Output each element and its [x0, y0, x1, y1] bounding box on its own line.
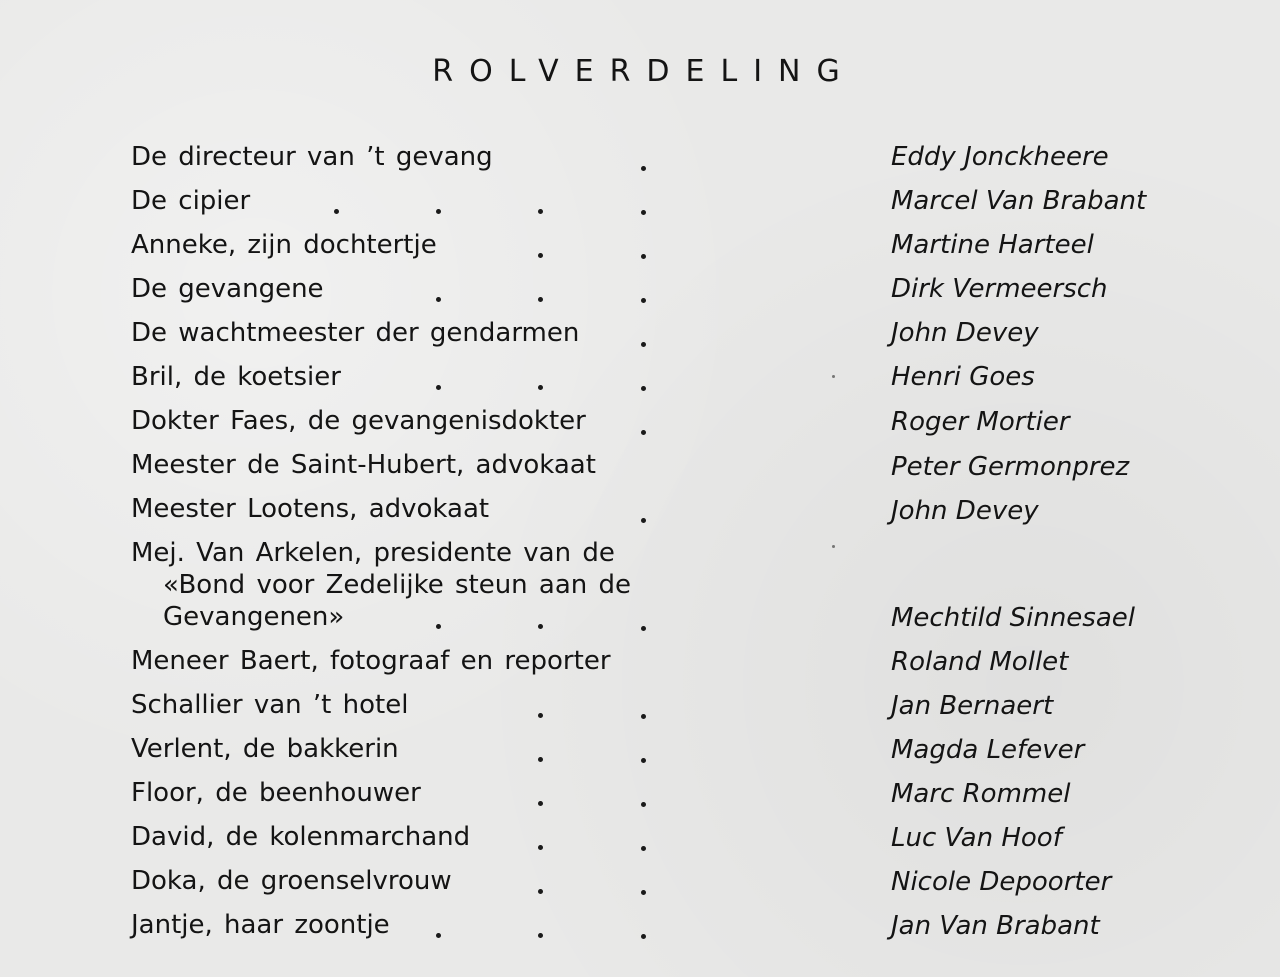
leader-dot	[641, 342, 646, 347]
scan-speck	[832, 375, 835, 378]
actor-name: Peter Germonprez	[891, 452, 1130, 482]
role-name: Anneke, zijn dochtertje	[131, 230, 437, 260]
role-name: Bril, de koetsier	[131, 362, 341, 392]
actor-name: Roland Mollet	[891, 647, 1069, 677]
role-name: Schallier van ’t hotel	[131, 690, 409, 720]
actor-name: Marcel Van Brabant	[891, 186, 1147, 216]
role-name: Verlent, de bakkerin	[131, 734, 399, 764]
leader-dot	[436, 297, 441, 302]
actor-name: Dirk Vermeersch	[891, 274, 1108, 304]
role-name: Meester de Saint-Hubert, advokaat	[131, 450, 596, 480]
role-name: Doka, de groenselvrouw	[131, 866, 452, 896]
role-name-continued: «Bond voor Zedelijke steun aan de	[163, 570, 632, 600]
role-name: Meester Lootens, advokaat	[131, 494, 490, 524]
leader-dot	[641, 802, 646, 807]
leader-dot	[641, 846, 646, 851]
leader-dot	[641, 166, 646, 171]
actor-name: Marc Rommel	[891, 779, 1071, 809]
role-name: De directeur van ’t gevang	[131, 142, 493, 172]
leader-dot	[641, 386, 646, 391]
role-name: Meneer Baert, fotograaf en reporter	[131, 646, 611, 676]
leader-dot	[538, 889, 543, 894]
leader-dot	[641, 890, 646, 895]
leader-dot	[641, 518, 646, 523]
leader-dot	[641, 934, 646, 939]
role-name: De gevangene	[131, 274, 324, 304]
leader-dot	[436, 209, 441, 214]
leader-dot	[334, 209, 339, 214]
leader-dot	[641, 714, 646, 719]
leader-dot	[538, 933, 543, 938]
leader-dot	[436, 933, 441, 938]
leader-dot	[538, 253, 543, 258]
leader-dot	[436, 385, 441, 390]
actor-name: Nicole Depoorter	[891, 867, 1112, 897]
actor-name: Jan Van Brabant	[891, 911, 1100, 941]
role-name: Floor, de beenhouwer	[131, 778, 421, 808]
leader-dot	[538, 385, 543, 390]
actor-name: John Devey	[891, 496, 1039, 526]
actor-name: Martine Harteel	[891, 230, 1094, 260]
actor-name: Eddy Jonckheere	[891, 142, 1109, 172]
leader-dot	[538, 757, 543, 762]
role-name: De wachtmeester der gendarmen	[131, 318, 580, 348]
role-name: David, de kolenmarchand	[131, 822, 471, 852]
scan-speck	[832, 545, 835, 548]
leader-dot	[641, 430, 646, 435]
role-name: Dokter Faes, de gevangenisdokter	[131, 406, 586, 436]
actor-name: Jan Bernaert	[891, 691, 1054, 721]
actor-name: Henri Goes	[891, 362, 1035, 392]
page-title: ROLVERDELING	[432, 54, 856, 89]
actor-name: Magda Lefever	[891, 735, 1085, 765]
actor-name: Luc Van Hoof	[891, 823, 1062, 853]
leader-dot	[538, 624, 543, 629]
actor-name: Roger Mortier	[891, 407, 1070, 437]
leader-dot	[641, 298, 646, 303]
leader-dot	[641, 626, 646, 631]
role-name: Mej. Van Arkelen, presidente van de	[131, 538, 615, 568]
leader-dot	[436, 624, 441, 629]
leader-dot	[538, 297, 543, 302]
actor-name: Mechtild Sinnesael	[891, 603, 1135, 633]
role-name: De cipier	[131, 186, 251, 216]
actor-name: John Devey	[891, 318, 1039, 348]
role-name: Jantje, haar zoontje	[131, 910, 390, 940]
leader-dot	[641, 210, 646, 215]
leader-dot	[538, 209, 543, 214]
leader-dot	[641, 254, 646, 259]
leader-dot	[641, 758, 646, 763]
role-name-continued: Gevangenen»	[163, 602, 345, 632]
leader-dot	[538, 713, 543, 718]
leader-dot	[538, 845, 543, 850]
leader-dot	[538, 801, 543, 806]
